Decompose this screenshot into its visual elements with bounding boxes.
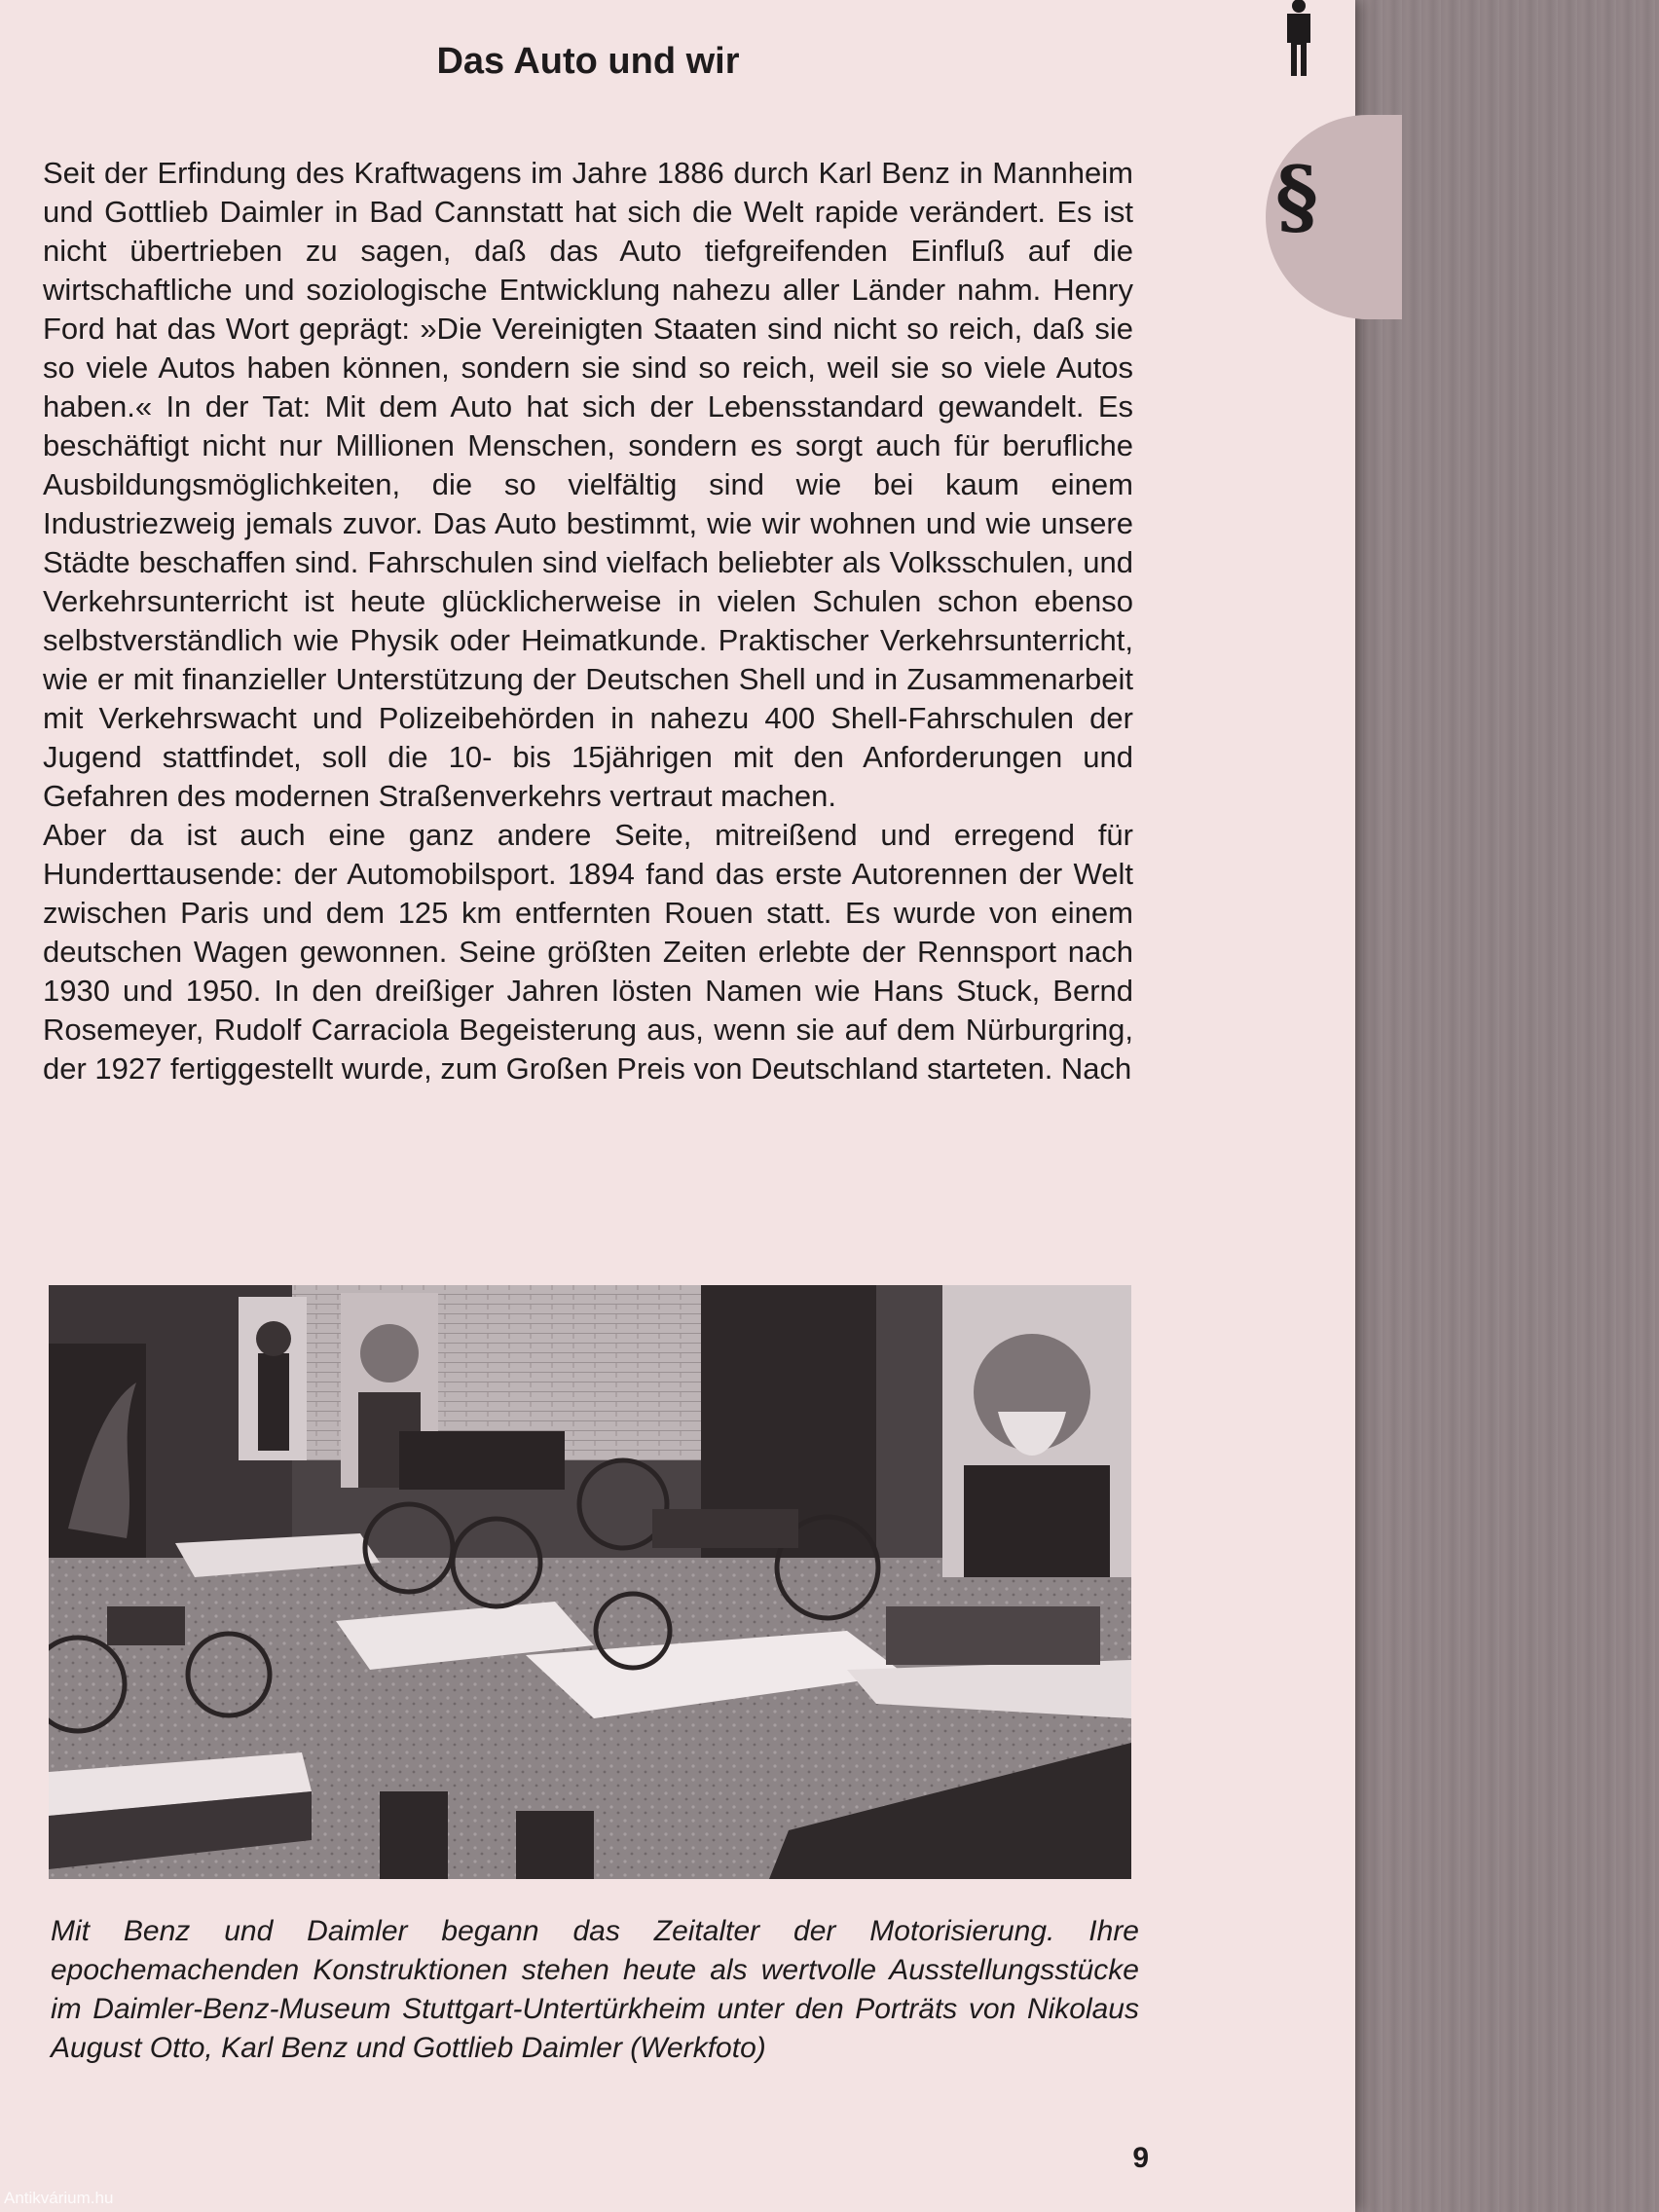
article-paragraph: Aber da ist auch eine ganz andere Seite, mitreißend und erregend für Hunderttausende: der Automobilsport. 1894 fand das erste Autorennen der Welt zwischen Paris und dem 125 km entfernten Rouen statt. Es wurde von einem deutschen Wagen gewonnen. Seine größten Zeiten erlebte der Rennsport nach 1930 und 1950. In den dreißiger Jahren lösten Namen wie Hans Stuck, Bernd Rosemeyer, Rudolf Carraciola Begeisterung aus, wenn sie auf dem Nürburgring, der 1927 fertiggestellt wurde, zum Großen Preis von Deutschland starteten. Nach [43, 818, 1133, 1086]
person-icon [1277, 0, 1320, 78]
article-body [43, 154, 1133, 1088]
watermark: Antikvárium.hu [4, 2189, 114, 2207]
museum-photo [49, 1285, 1131, 1879]
article-paragraph: Seit der Erfindung des Kraftwagens im Jahre 1886 durch Karl Benz in Mannheim und Gottlieb Daimler in Bad Cannstatt hat sich die Welt rapide verändert. Es ist nicht übertrieben zu sagen, daß das Auto tiefgreifenden Einfluß auf die wirtschaftliche und soziologische Entwicklung nahezu aller Länder nahm. Henry Ford hat das Wort geprägt: »Die Vereinigten Staaten sind nicht so reich, daß sie so viele Autos haben können, sondern sie sind so reich, weil sie so viele Autos haben.« In der Tat: Mit dem Auto hat sich der Lebensstandard gewandelt. Es beschäftigt nicht nur Millionen Menschen, sondern es sorgt auch für berufliche Ausbildungsmöglichkeiten, die so vielfältig sind wie bei kaum einem Industriezweig jemals zuvor. Das Auto bestimmt, wie wir wohnen und wie unsere Städte beschaffen sind. Fahrschulen sind vielfach beliebter als Volksschulen, und Verkehrsunterricht ist heute glücklicherweise in vielen Schulen schon ebenso selbstverständlich wie Physik oder Heimatkunde. Praktischer Verkehrsunterricht, wie er mit finanzieller Unterstützung der Deutschen Shell und in Zusammenarbeit mit Verkehrswacht und Polizeibehörden in nahezu 400 Shell-Fahrschulen der Jugend stattfindet, soll die 10- bis 15jährigen mit den Anforderungen und Gefahren des modernen Straßenverkehrs vertraut machen. [43, 156, 1133, 813]
background-surface [1344, 0, 1659, 2212]
page-title: Das Auto und wir [436, 41, 740, 82]
section-sign-icon: § [1275, 148, 1318, 244]
photo-caption: Mit Benz und Daimler begann das Zeitalter der Motorisierung. Ihre epochemachenden Konstruktionen stehen heute als wertvolle Ausstellungsstücke im Daimler-Benz-Museum Stuttgart-Untertürkheim unter den Porträts von Nikolaus August Otto, Karl Benz und Gottlieb Daimler (Werkfoto) [51, 1915, 1139, 2064]
page-number: 9 [1132, 2142, 1149, 2174]
